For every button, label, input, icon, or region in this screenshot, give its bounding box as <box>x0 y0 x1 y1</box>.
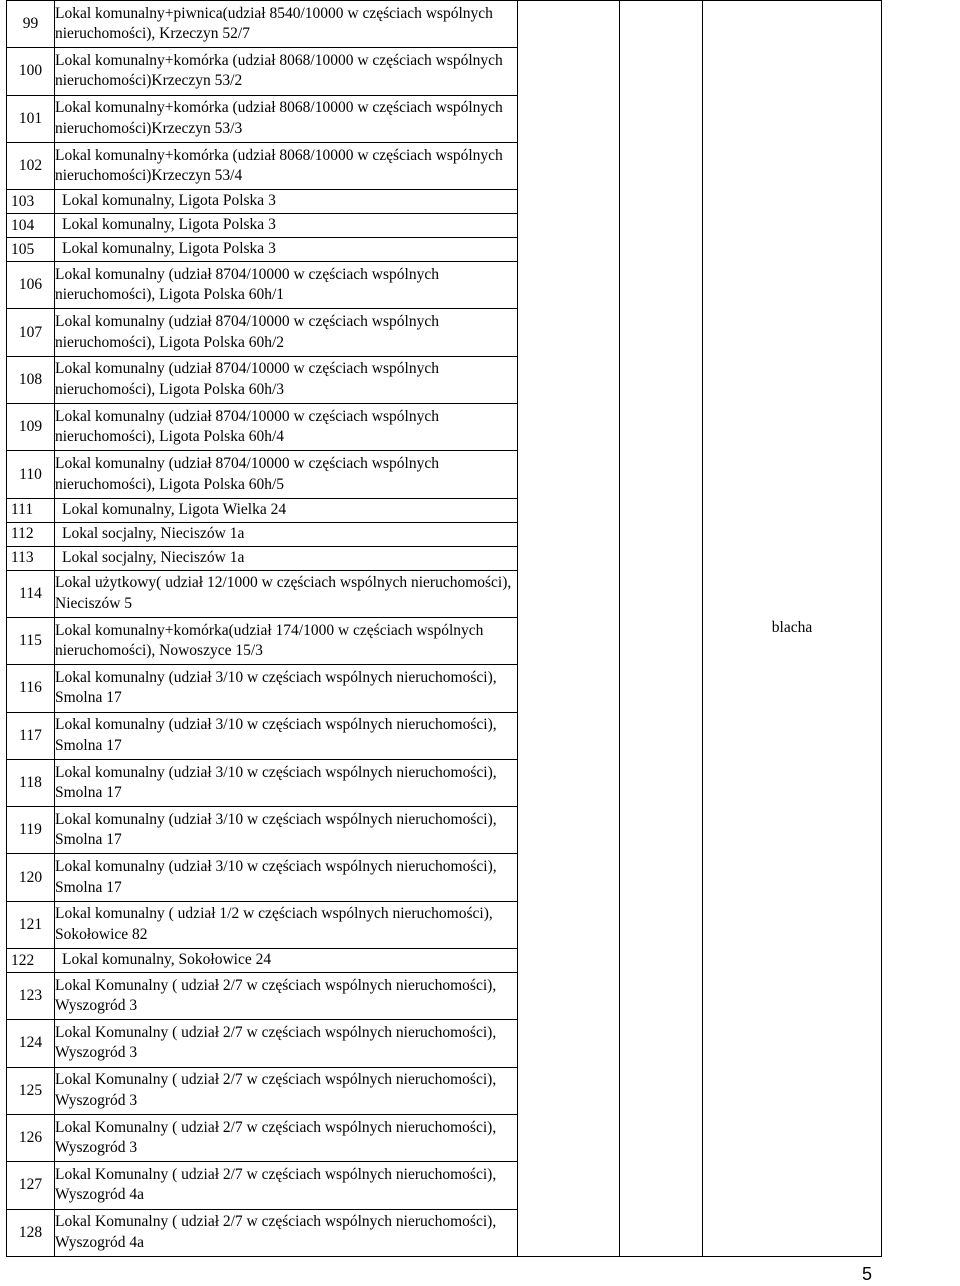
row-description: Lokal użytkowy( udział 12/1000 w częściach wspólnych nieruchomości), Nieciszów 5 <box>55 570 518 617</box>
row-number: 120 <box>7 854 55 901</box>
row-number: 118 <box>7 759 55 806</box>
row-description: Lokal komunalny (udział 3/10 w częściach wspólnych nieruchomości), Smolna 17 <box>55 759 518 806</box>
row-number: 103 <box>7 190 55 214</box>
row-number: 123 <box>7 973 55 1020</box>
row-number: 108 <box>7 356 55 403</box>
row-description: Lokal komunalny+piwnica(udział 8540/10000 w częściach wspólnych nieruchomości), Krzeczyn 52/7 <box>55 1 518 48</box>
table-row <box>7 1 882 48</box>
row-number: 101 <box>7 95 55 142</box>
row-number: 128 <box>7 1209 55 1256</box>
row-description: Lokal komunalny (udział 3/10 w częściach wspólnych nieruchomości), Smolna 17 <box>55 712 518 759</box>
row-number: 125 <box>7 1067 55 1114</box>
row-description: Lokal komunalny (udział 8704/10000 w częściach wspólnych nieruchomości), Ligota Polska 60h/1 <box>55 262 518 309</box>
row-description: Lokal socjalny, Nieciszów 1a <box>55 546 518 570</box>
material-cell <box>703 1 882 1257</box>
row-description: Lokal komunalny (udział 8704/10000 w częściach wspólnych nieruchomości), Ligota Polska 60h/3 <box>55 356 518 403</box>
empty-column-3 <box>518 1 620 1257</box>
row-number: 121 <box>7 901 55 948</box>
row-description: Lokal komunalny ( udział 1/2 w częściach wspólnych nieruchomości), Sokołowice 82 <box>55 901 518 948</box>
row-number: 117 <box>7 712 55 759</box>
row-number: 107 <box>7 309 55 356</box>
row-description: Lokal komunalny, Ligota Wielka 24 <box>55 498 518 522</box>
row-description: Lokal komunalny, Sokołowice 24 <box>55 949 518 973</box>
row-description: Lokal Komunalny ( udział 2/7 w częściach wspólnych nieruchomości), Wyszogród 3 <box>55 1067 518 1114</box>
row-number: 100 <box>7 48 55 95</box>
row-description: Lokal komunalny (udział 8704/10000 w częściach wspólnych nieruchomości), Ligota Polska 60h/5 <box>55 451 518 498</box>
row-number: 111 <box>7 498 55 522</box>
row-description: Lokal komunalny, Ligota Polska 3 <box>55 214 518 238</box>
row-number: 110 <box>7 451 55 498</box>
row-description: Lokal komunalny (udział 3/10 w częściach wspólnych nieruchomości), Smolna 17 <box>55 807 518 854</box>
row-number: 114 <box>7 570 55 617</box>
row-description: Lokal komunalny+komórka (udział 8068/10000 w częściach wspólnych nieruchomości)Krzeczyn 53/2 <box>55 48 518 95</box>
row-number: 115 <box>7 617 55 664</box>
row-description: Lokal Komunalny ( udział 2/7 w częściach wspólnych nieruchomości), Wyszogród 3 <box>55 1020 518 1067</box>
row-description: Lokal Komunalny ( udział 2/7 w częściach wspólnych nieruchomości), Wyszogród 3 <box>55 1114 518 1161</box>
row-description: Lokal komunalny+komórka (udział 8068/10000 w częściach wspólnych nieruchomości)Krzeczyn 53/3 <box>55 95 518 142</box>
row-number: 122 <box>7 949 55 973</box>
row-number: 105 <box>7 238 55 262</box>
row-number: 119 <box>7 807 55 854</box>
row-number: 109 <box>7 404 55 451</box>
row-number: 99 <box>7 1 55 48</box>
property-table-body <box>7 1 882 1257</box>
row-description: Lokal Komunalny ( udział 2/7 w częściach wspólnych nieruchomości), Wyszogród 3 <box>55 973 518 1020</box>
property-table <box>6 0 882 1257</box>
row-description: Lokal komunalny (udział 8704/10000 w częściach wspólnych nieruchomości), Ligota Polska 60h/2 <box>55 309 518 356</box>
row-number: 102 <box>7 142 55 189</box>
material-label: blacha <box>771 619 813 637</box>
row-description: Lokal komunalny+komórka(udział 174/1000 w częściach wspólnych nieruchomości), Nowoszyce 15/3 <box>55 617 518 664</box>
row-number: 127 <box>7 1162 55 1209</box>
row-description: Lokal komunalny (udział 3/10 w częściach wspólnych nieruchomości), Smolna 17 <box>55 854 518 901</box>
row-number: 116 <box>7 665 55 712</box>
row-description: Lokal komunalny, Ligota Polska 3 <box>55 190 518 214</box>
row-description: Lokal komunalny (udział 8704/10000 w częściach wspólnych nieruchomości), Ligota Polska 60h/4 <box>55 404 518 451</box>
row-description: Lokal komunalny (udział 3/10 w częściach wspólnych nieruchomości), Smolna 17 <box>55 665 518 712</box>
row-number: 126 <box>7 1114 55 1161</box>
row-description: Lokal komunalny+komórka (udział 8068/10000 w częściach wspólnych nieruchomości)Krzeczyn 53/4 <box>55 142 518 189</box>
row-description: Lokal komunalny, Ligota Polska 3 <box>55 238 518 262</box>
row-description: Lokal Komunalny ( udział 2/7 w częściach wspólnych nieruchomości), Wyszogród 4a <box>55 1209 518 1256</box>
row-number: 104 <box>7 214 55 238</box>
row-number: 113 <box>7 546 55 570</box>
row-number: 106 <box>7 262 55 309</box>
empty-column-4 <box>620 1 703 1257</box>
row-description: Lokal socjalny, Nieciszów 1a <box>55 522 518 546</box>
row-number: 112 <box>7 522 55 546</box>
page-number: 5 <box>861 1264 872 1284</box>
row-description: Lokal Komunalny ( udział 2/7 w częściach wspólnych nieruchomości), Wyszogród 4a <box>55 1162 518 1209</box>
row-number: 124 <box>7 1020 55 1067</box>
